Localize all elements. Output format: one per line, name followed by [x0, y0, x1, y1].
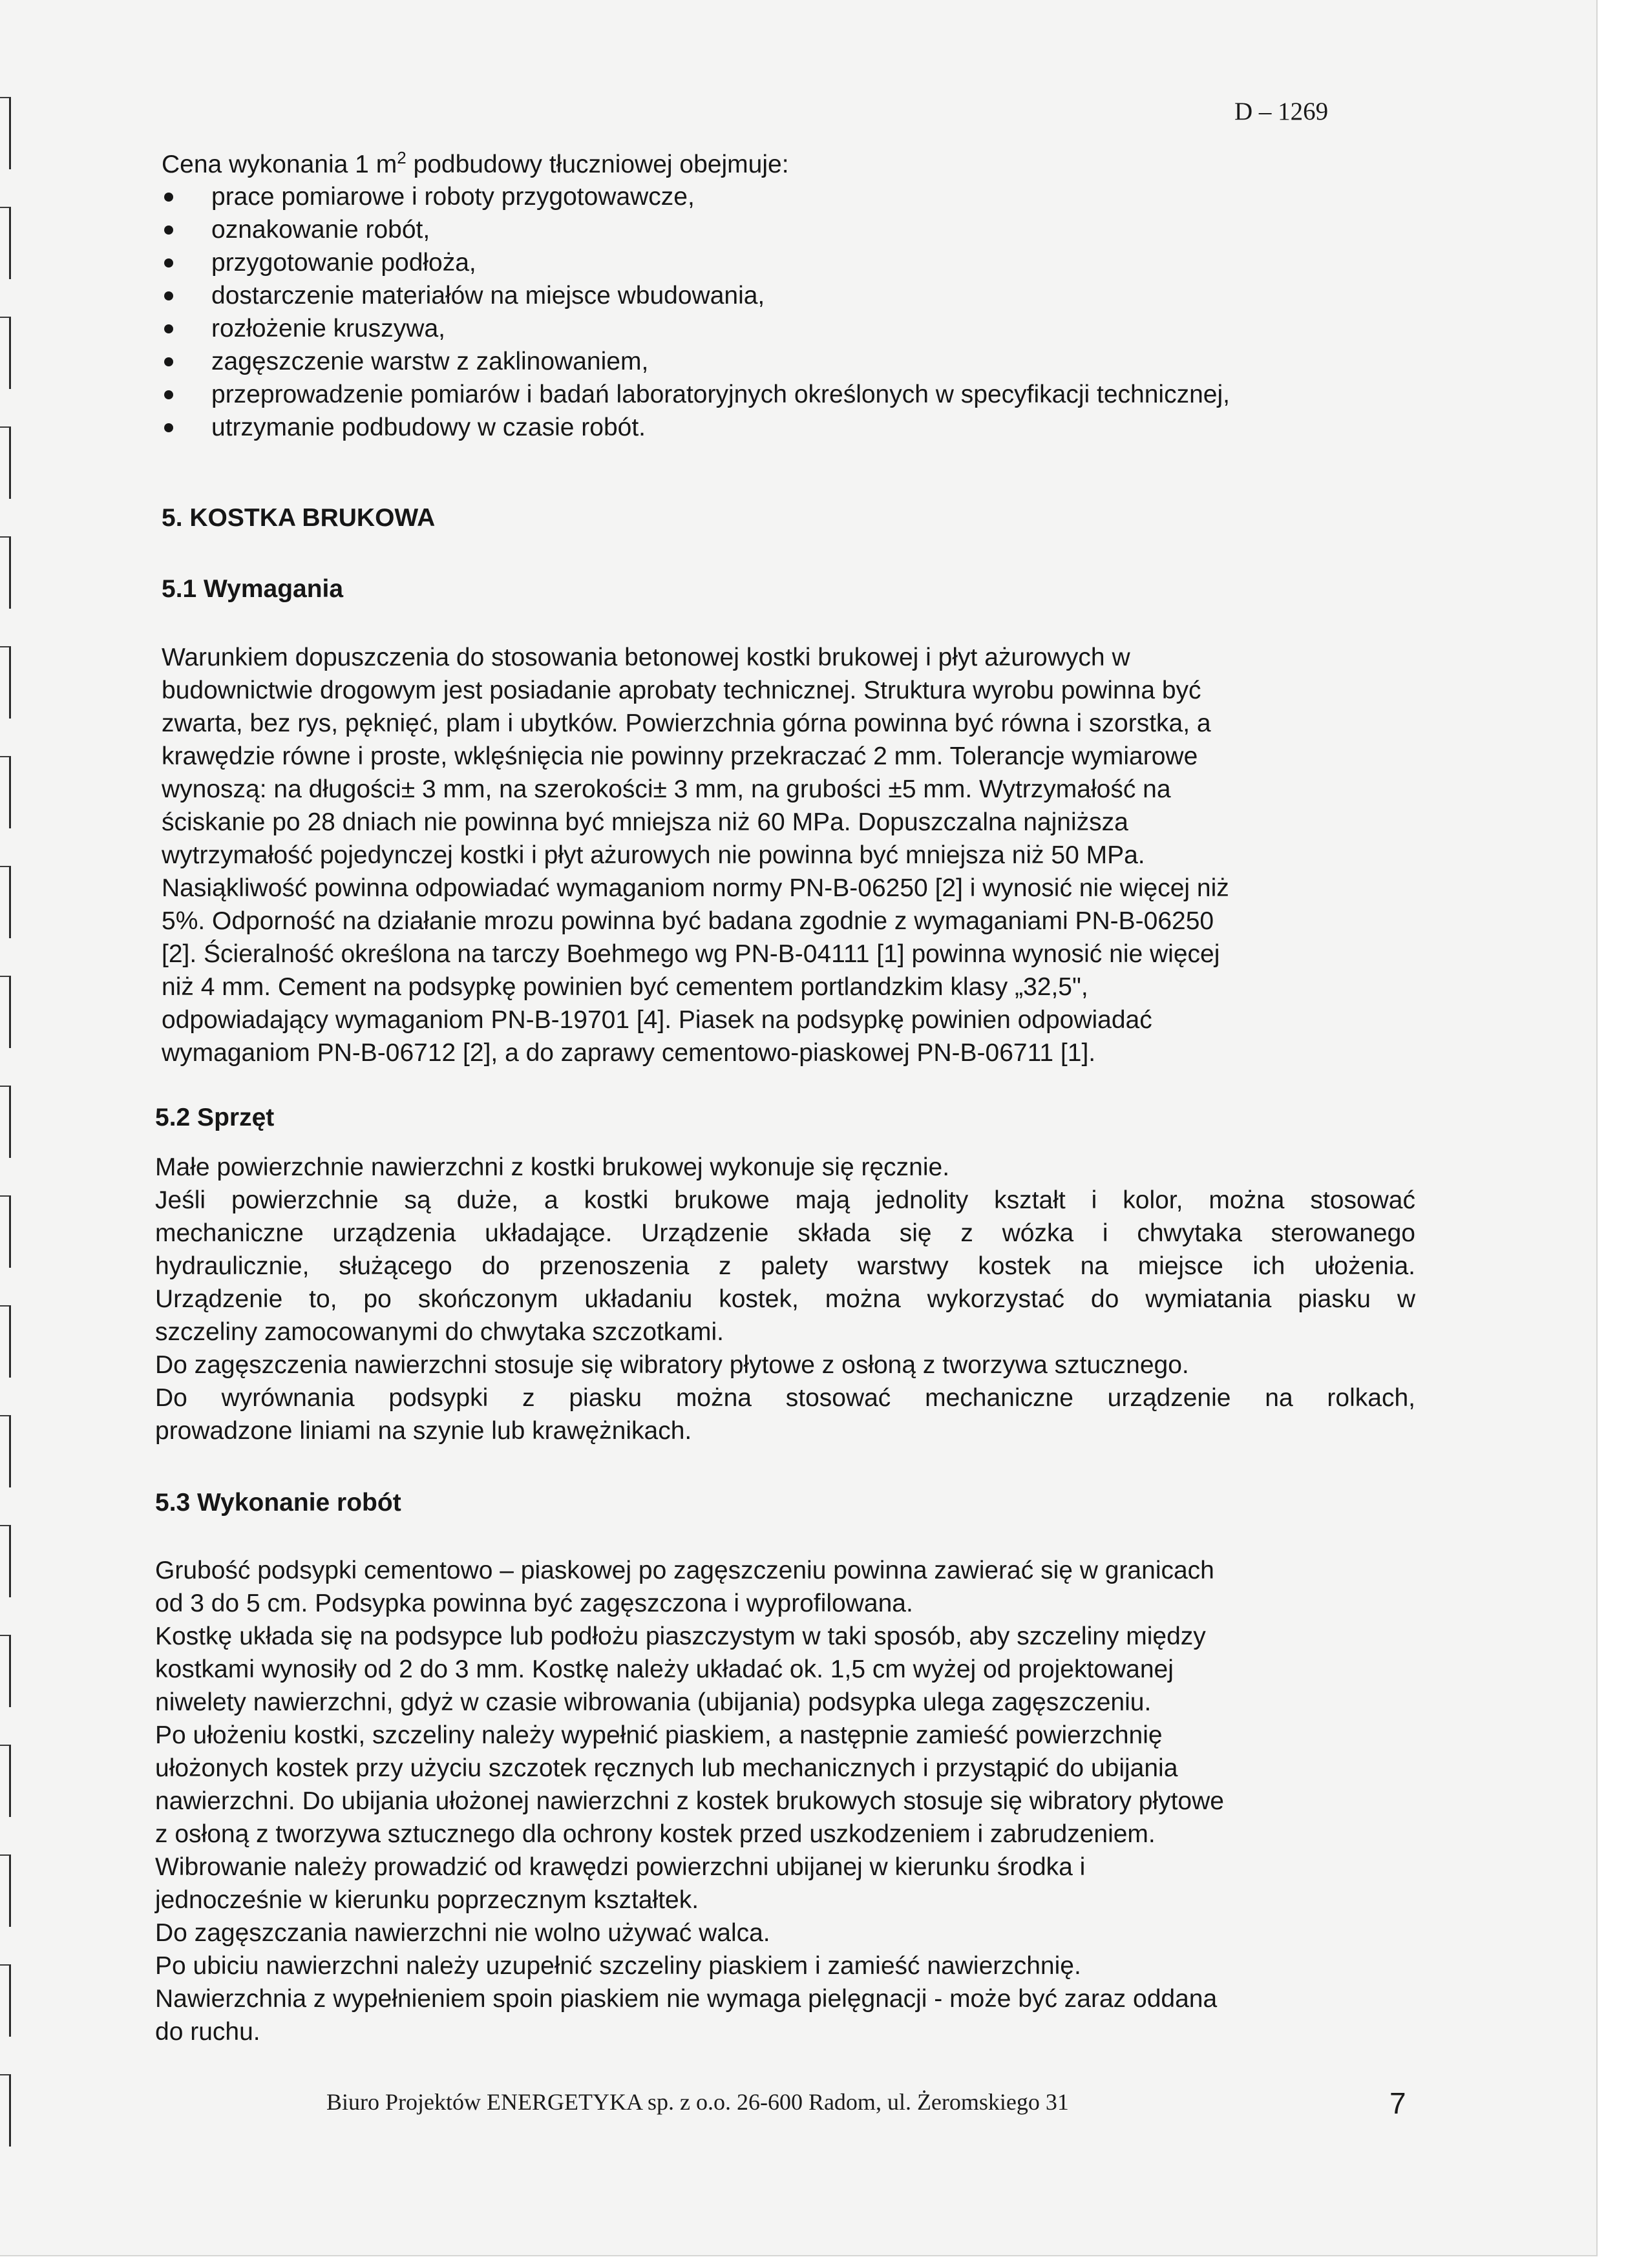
paragraph-line: mechaniczne urządzenia układające. Urządzenie składa się z wózka i chwytaka sterowanego	[155, 1219, 1415, 1247]
paragraph-line: wymaganiom PN-B-06712 [2], a do zaprawy cementowo-piaskowej PN-B-06711 [1].	[162, 1039, 1096, 1067]
paragraph-line: odpowiadający wymaganiom PN-B-19701 [4]. Piasek na podsypkę powinien odpowiadać	[162, 1006, 1152, 1034]
intro-text-end: podbudowy tłuczniowej obejmuje:	[406, 151, 789, 178]
paragraph-line: do ruchu.	[155, 2018, 260, 2046]
cost-items-list	[162, 181, 1230, 445]
paragraph-line: prowadzone liniami na szynie lub krawężnikach.	[155, 1417, 692, 1445]
paragraph-line: z osłoną z tworzywa sztucznego dla ochrony kostek przed uszkodzeniem i zabrudzeniem.	[155, 1820, 1156, 1848]
section-heading-5-2: 5.2 Sprzęt	[155, 1104, 275, 1131]
binder-mark	[0, 1525, 11, 1597]
binder-mark	[0, 207, 11, 279]
binder-mark	[0, 426, 11, 499]
binder-mark	[0, 1415, 11, 1487]
paragraph-line: ułożonych kostek przy użyciu szczotek ręcznych lub mechanicznych i przystąpić do ubijania	[155, 1754, 1178, 1782]
binder-mark	[0, 536, 11, 609]
paragraph-line: wytrzymałość pojedynczej kostki i płyt ażurowych nie powinna być mniejsza niż 50 MPa.	[162, 841, 1145, 869]
paragraph-line: Po ubiciu nawierzchni należy uzupełnić szczeliny piaskiem i zamieść nawierzchnię.	[155, 1952, 1081, 1980]
list-item: oznakowanie robót,	[162, 214, 1230, 247]
paragraph-line: niż 4 mm. Cement na podsypkę powinien być cementem portlandzkim klasy „32,5",	[162, 973, 1088, 1001]
binder-mark	[0, 317, 11, 389]
binder-mark	[0, 1745, 11, 1817]
paragraph-line: szczeliny zamocowanymi do chwytaka szczotkami.	[155, 1318, 724, 1346]
paragraph-line: Do zagęszczania nawierzchni nie wolno używać walca.	[155, 1919, 770, 1947]
paragraph-line: wynoszą: na długości± 3 mm, na szerokości± 3 mm, na grubości ±5 mm. Wytrzymałość na	[162, 775, 1171, 803]
paragraph-line: Do zagęszczenia nawierzchni stosuje się wibratory płytowe z osłoną z tworzywa sztucznego.	[155, 1351, 1189, 1379]
binder-mark	[0, 1305, 11, 1378]
paragraph-line: krawędzie równe i proste, wklęśnięcia nie powinny przekraczać 2 mm. Tolerancje wymiarowe	[162, 742, 1198, 770]
intro-superscript: 2	[397, 148, 407, 167]
binder-mark	[0, 866, 11, 938]
binder-mark	[0, 646, 11, 719]
paragraph-line: od 3 do 5 cm. Podsypka powinna być zagęszczona i wyprofilowana.	[155, 1590, 913, 1617]
paragraph-line: Wibrowanie należy prowadzić od krawędzi powierzchni ubijanej w kierunku środka i	[155, 1853, 1086, 1881]
list-item: zagęszczenie warstw z zaklinowaniem,	[162, 346, 1230, 379]
paragraph-line: [2]. Ścieralność określona na tarczy Boehmego wg PN-B-04111 [1] powinna wynosić nie więcej	[162, 940, 1220, 968]
paragraph-line: zwarta, bez rys, pęknięć, plam i ubytków. Powierzchnia górna powinna być równa i szorstka, a	[162, 709, 1211, 737]
paragraph-line: nawierzchni. Do ubijania ułożonej nawierzchni z kostek brukowych stosuje się wibratory płytowe	[155, 1787, 1224, 1815]
list-item: prace pomiarowe i roboty przygotowawcze,	[162, 181, 1230, 214]
binder-marks	[0, 0, 26, 2268]
paragraph-line: budownictwie drogowym jest posiadanie aprobaty technicznej. Struktura wyrobu powinna być	[162, 677, 1201, 704]
paragraph-line: Małe powierzchnie nawierzchni z kostki brukowej wykonuje się ręcznie.	[155, 1153, 950, 1181]
list-item: przygotowanie podłoża,	[162, 247, 1230, 280]
page-footer: Biuro Projektów ENERGETYKA sp. z o.o. 26-600 Radom, ul. Żeromskiego 31	[326, 2089, 1069, 2115]
binder-mark	[0, 1086, 11, 1158]
list-item: przeprowadzenie pomiarów i badań laboratoryjnych określonych w specyfikacji technicznej,	[162, 379, 1230, 412]
section-heading-5: 5. KOSTKA BRUKOWA	[162, 504, 436, 532]
binder-mark	[0, 1964, 11, 2037]
binder-mark	[0, 976, 11, 1048]
paragraph-line: kostkami wynosiły od 2 do 3 mm. Kostkę należy układać ok. 1,5 cm wyżej od projektowanej	[155, 1655, 1174, 1683]
paragraph-line: jednocześnie w kierunku poprzecznym kształtek.	[155, 1886, 699, 1914]
intro-line	[162, 149, 789, 182]
binder-mark	[0, 1854, 11, 1927]
section-heading-5-3: 5.3 Wykonanie robót	[155, 1489, 401, 1517]
intro-text: Cena wykonania 1 m	[162, 151, 397, 178]
paragraph-line: Kostkę układa się na podsypce lub podłożu piaszczystym w taki sposób, aby szczeliny między	[155, 1622, 1206, 1650]
paragraph-line: Do wyrównania podsypki z piasku można stosować mechaniczne urządzenie na rolkach,	[155, 1384, 1415, 1412]
paragraph-line: niwelety nawierzchni, gdyż w czasie wibrowania (ubijania) podsypka ulega zagęszczeniu.	[155, 1688, 1152, 1716]
paragraph-line: 5%. Odporność na działanie mrozu powinna być badana zgodnie z wymaganiami PN-B-06250	[162, 907, 1214, 935]
list-item: dostarczenie materiałów na miejsce wbudowania,	[162, 280, 1230, 313]
paragraph-line: Nasiąkliwość powinna odpowiadać wymaganiom normy PN-B-06250 [2] i wynosić nie więcej niż	[162, 874, 1229, 902]
paragraph-line: Grubość podsypki cementowo – piaskowej po zagęszczeniu powinna zawierać się w granicach	[155, 1557, 1214, 1584]
paragraph-line: hydraulicznie, służącego do przenoszenia z palety warstwy kostek na miejsce ich ułożenia.	[155, 1252, 1415, 1280]
list-item: rozłożenie kruszywa,	[162, 313, 1230, 346]
paragraph-line: Nawierzchnia z wypełnieniem spoin piaskiem nie wymaga pielęgnacji - może być zaraz oddana	[155, 1985, 1218, 2013]
paragraph-execution	[155, 1554, 1422, 2048]
paragraph-requirements	[162, 641, 1383, 1069]
paragraph-line: Warunkiem dopuszczenia do stosowania betonowej kostki brukowej i płyt ażurowych w	[162, 644, 1130, 671]
paragraph-line: ściskanie po 28 dniach nie powinna być mniejsza niż 60 MPa. Dopuszczalna najniższa	[162, 808, 1128, 836]
binder-mark	[0, 1195, 11, 1268]
paragraph-line: Urządzenie to, po skończonym układaniu kostek, można wykorzystać do wymiatania piasku w	[155, 1285, 1415, 1313]
document-code: D – 1269	[1234, 98, 1329, 125]
binder-mark	[0, 756, 11, 828]
binder-mark	[0, 2074, 11, 2147]
paragraph-line: Po ułożeniu kostki, szczeliny należy wypełnić piaskiem, a następnie zamieść powierzchnię	[155, 1721, 1163, 1749]
page-number: 7	[1389, 2086, 1406, 2120]
binder-mark	[0, 1635, 11, 1707]
binder-mark	[0, 97, 11, 169]
paragraph-line: Jeśli powierzchnie są duże, a kostki brukowe mają jednolity kształt i kolor, można stosować	[155, 1186, 1415, 1214]
section-heading-5-1: 5.1 Wymagania	[162, 575, 344, 603]
list-item: utrzymanie podbudowy w czasie robót.	[162, 412, 1230, 445]
paragraph-equipment	[155, 1151, 1415, 1447]
